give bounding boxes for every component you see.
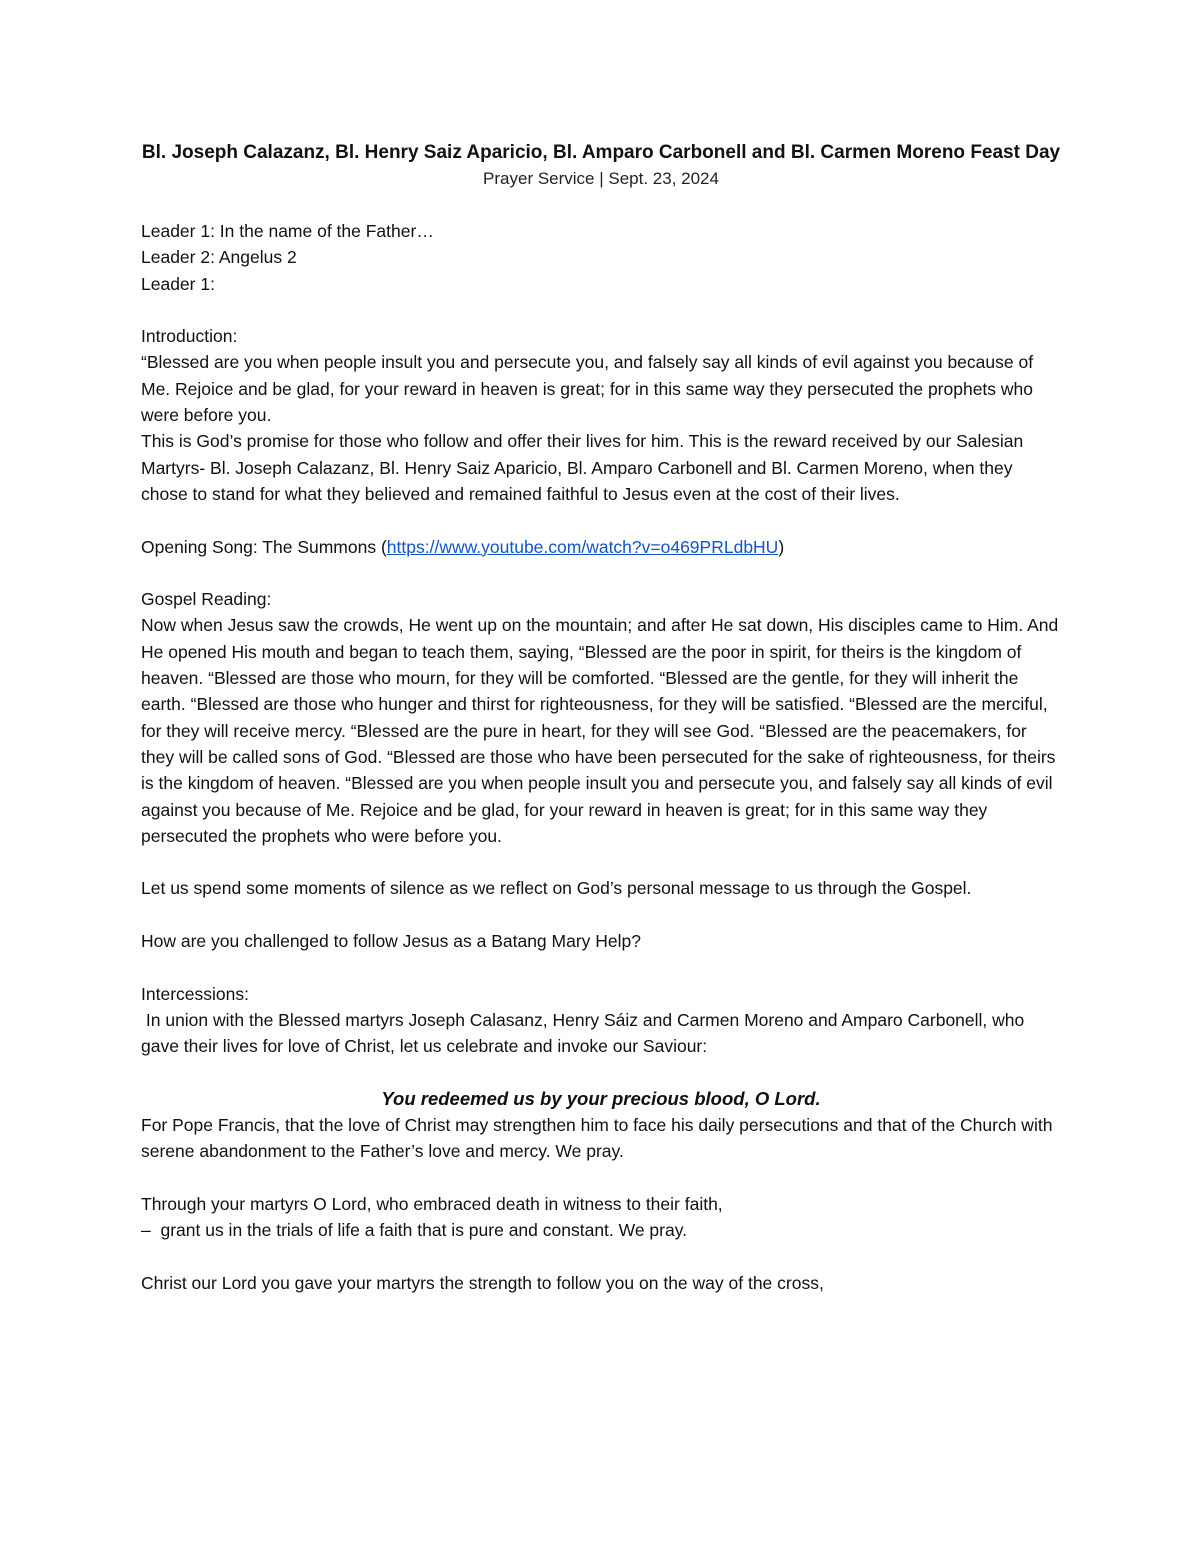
spacer (141, 297, 1061, 323)
introduction-quote: “Blessed are you when people insult you and persecute you, and falsely say all kinds of evil against you because of Me. Rejoice and be glad, for your reward in heaven is great; for in this same way they persecuted the prophets who were before you. (141, 352, 1034, 426)
intercessions-heading: Intercessions: (141, 983, 249, 1004)
page-title: Bl. Joseph Calazanz, Bl. Henry Saiz Aparicio, Bl. Amparo Carbonell and Bl. Carmen Moreno Feast Day (141, 142, 1061, 163)
opening-song-prefix: Opening Song: The Summons ( (141, 536, 387, 557)
spacer (141, 849, 1061, 875)
leader-line-3: Leader 1: (141, 273, 215, 294)
introduction-heading: Introduction: (141, 326, 238, 347)
opening-song (141, 534, 1061, 560)
petition-2-line-2: – grant us in the trials of life a faith that is pure and constant. We pray. (141, 1220, 688, 1241)
petition-2-line-1: Through your martyrs O Lord, who embraced death in witness to their faith, (141, 1193, 723, 1214)
spacer (141, 902, 1061, 928)
petition-1: For Pope Francis, that the love of Christ may strengthen him to face his daily persecutions and that of the Church with serene abandonment to the Father’s love and mercy. We pray. (141, 1115, 1053, 1162)
opening-song-link[interactable]: https://www.youtube.com/watch?v=o469PRLdbHU (386, 536, 779, 557)
spacer (141, 1244, 1061, 1270)
spacer (141, 560, 1061, 586)
leader-line-2: Leader 2: Angelus 2 (141, 247, 297, 268)
intercessions-response: You redeemed us by your precious blood, O Lord. (381, 1087, 821, 1109)
reflection-question: How are you challenged to follow Jesus as a Batang Mary Help? (141, 931, 641, 952)
gospel-heading: Gospel Reading: (141, 589, 272, 610)
page-subtitle: Prayer Service | Sept. 23, 2024 (483, 169, 719, 188)
spacer (141, 1165, 1061, 1191)
spacer (141, 1060, 1061, 1086)
spacer (141, 954, 1061, 980)
spacer (141, 507, 1061, 533)
document-page (141, 140, 1061, 1296)
reflection-silence: Let us spend some moments of silence as we reflect on God’s personal message to us through the Gospel. (141, 878, 972, 899)
leader-line-1: Leader 1: In the name of the Father… (141, 221, 434, 241)
gospel-text: Now when Jesus saw the crowds, He went up on the mountain; and after He sat down, His disciples came to Him. And He opened His mouth and began to teach them, saying, “Blessed are the poor in spirit, for theirs is the kingdom of heaven. “Blessed are those who mourn, for they will be comforted. “Blessed are the gentle, for they will inherit the earth. “Blessed are those who hunger and thirst for righteousness, for they will be satisfied. “Blessed are the merciful, for they will receive mercy. “Blessed are the pure in heart, for they will see God. “Blessed are the peacemakers, for they will be called sons of God. “Blessed are those who have been persecuted for the sake of righteousness, for theirs is the kingdom of heaven. “Blessed are you when people insult you and persecute you, and falsely say all kinds of evil against you because of Me. Rejoice and be glad, for your reward in heaven is great; for in this same way they persecuted the prophets who were before you. (141, 615, 1059, 846)
introduction-body: This is God’s promise for those who follow and offer their lives for him. This is the reward received by our Salesian Martyrs- Bl. Joseph Calazanz, Bl. Henry Saiz Aparicio, Bl. Amparo Carbonell and Bl. Carmen Moreno, when they chose to stand for what they believed and remained faithful to Jesus even at the cost of their lives. (141, 431, 1024, 504)
intercessions-intro: In union with the Blessed martyrs Joseph Calasanz, Henry Sáiz and Carmen Moreno and Amparo Carbonell, who gave their lives for love of Christ, let us celebrate and invoke our Saviour: (141, 1009, 1030, 1057)
petition-3: Christ our Lord you gave your martyrs the strength to follow you on the way of the cross, (141, 1272, 824, 1293)
opening-song-suffix: ) (778, 536, 785, 557)
